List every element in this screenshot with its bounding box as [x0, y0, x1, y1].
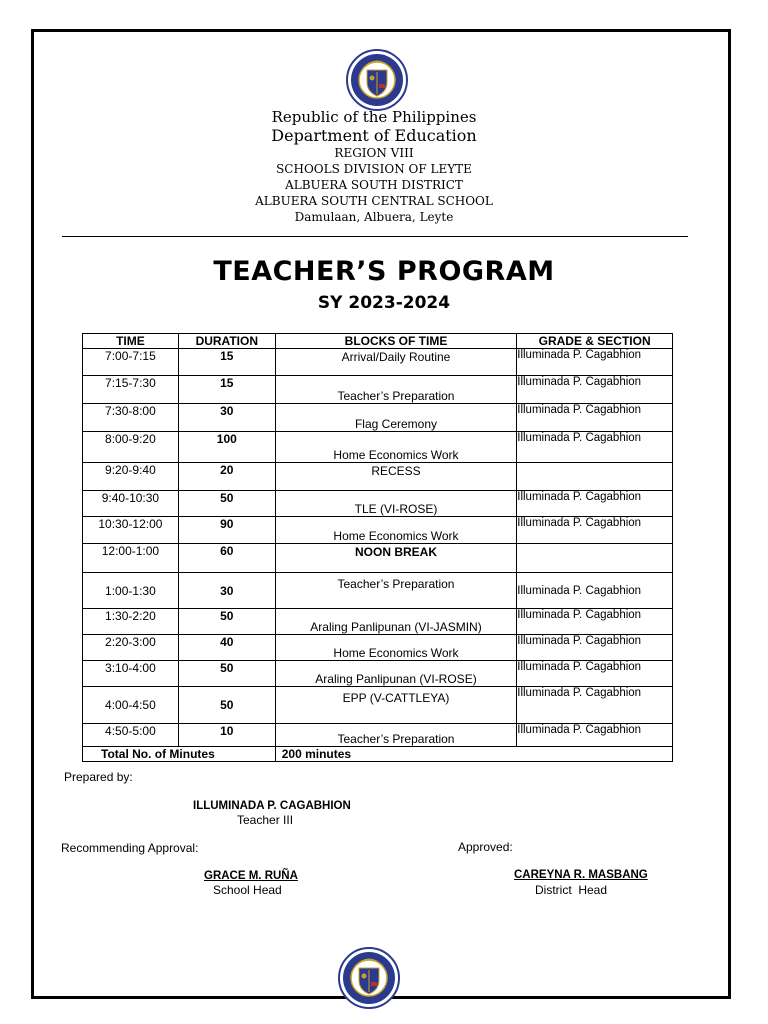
- cell-grade: Illuminada P. Cagabhion: [517, 661, 673, 687]
- cell-block: Home Economics Work: [275, 517, 517, 544]
- division-line: SCHOOLS DIVISION OF LEYTE: [276, 162, 472, 176]
- cell-time: 10:30-12:00: [83, 517, 179, 544]
- table-row: [83, 463, 673, 491]
- approved-label: Approved:: [458, 840, 513, 854]
- cell-grade: Illuminada P. Cagabhion: [517, 349, 673, 376]
- cell-block: Araling Panlipunan (VI-JASMIN): [275, 609, 517, 635]
- table-row: [83, 609, 673, 635]
- address-line: Damulaan, Albuera, Leyte: [294, 210, 454, 224]
- cell-time: 7:30-8:00: [83, 404, 179, 432]
- table-row: [83, 544, 673, 573]
- cell-duration: 90: [178, 517, 275, 544]
- cell-block: TLE (VI-ROSE): [275, 491, 517, 517]
- cell-block: NOON BREAK: [275, 544, 517, 573]
- cell-block: Teacher’s Preparation: [275, 376, 517, 404]
- page-title: TEACHER’S PROGRAM: [213, 256, 555, 287]
- header-blocks: BLOCKS OF TIME: [275, 334, 517, 349]
- republic-line: Republic of the Philippines: [271, 108, 477, 126]
- cell-grade: Illuminada P. Cagabhion: [517, 376, 673, 404]
- cell-block: EPP (V-CATTLEYA): [275, 687, 517, 724]
- table-row: [83, 661, 673, 687]
- deped-seal-top: [345, 48, 409, 112]
- cell-grade: Illuminada P. Cagabhion: [517, 609, 673, 635]
- total-value: 200 minutes: [275, 747, 672, 762]
- cell-block: Arrival/Daily Routine: [275, 349, 517, 376]
- cell-time: 12:00-1:00: [83, 544, 179, 573]
- table-row: [83, 517, 673, 544]
- table-row: [83, 724, 673, 747]
- approver-title: District Head: [535, 883, 608, 897]
- region-line: REGION VIII: [334, 146, 414, 160]
- recommending-approval-label: Recommending Approval:: [61, 841, 199, 855]
- table-row: [83, 432, 673, 463]
- table-row: [83, 404, 673, 432]
- cell-duration: 50: [178, 491, 275, 517]
- district-line: ALBUERA SOUTH DISTRICT: [285, 178, 463, 192]
- cell-duration: 40: [178, 635, 275, 661]
- department-line: Department of Education: [271, 126, 477, 145]
- cell-block: Teacher’s Preparation: [275, 573, 517, 609]
- cell-duration: 15: [178, 376, 275, 404]
- header-duration: DURATION: [178, 334, 275, 349]
- cell-grade: Illuminada P. Cagabhion: [517, 635, 673, 661]
- table-row: [83, 573, 673, 609]
- cell-duration: 20: [178, 463, 275, 491]
- cell-grade: Illuminada P. Cagabhion: [517, 724, 673, 747]
- table-row: [83, 687, 673, 724]
- cell-time: 9:20-9:40: [83, 463, 179, 491]
- table-row: [83, 376, 673, 404]
- cell-grade: Illuminada P. Cagabhion: [517, 404, 673, 432]
- cell-duration: 30: [178, 404, 275, 432]
- total-row: [83, 747, 673, 762]
- cell-time: 4:50-5:00: [83, 724, 179, 747]
- cell-grade: [517, 544, 673, 573]
- table-row: [83, 349, 673, 376]
- school-year: SY 2023-2024: [317, 293, 451, 313]
- header-grade: GRADE & SECTION: [517, 334, 673, 349]
- table-header-row: [83, 334, 673, 349]
- prepared-by-label: Prepared by:: [64, 770, 133, 784]
- cell-time: 1:00-1:30: [83, 573, 179, 609]
- cell-time: 2:20-3:00: [83, 635, 179, 661]
- cell-grade: Illuminada P. Cagabhion: [517, 573, 673, 609]
- cell-time: 9:40-10:30: [83, 491, 179, 517]
- preparer-name: ILLUMINADA P. CAGABHION: [193, 800, 351, 812]
- cell-time: 7:00-7:15: [83, 349, 179, 376]
- cell-duration: 50: [178, 687, 275, 724]
- school-line: ALBUERA SOUTH CENTRAL SCHOOL: [255, 194, 493, 208]
- cell-block: Home Economics Work: [275, 432, 517, 463]
- cell-block: Teacher’s Preparation: [275, 724, 517, 747]
- table-row: [83, 635, 673, 661]
- cell-duration: 60: [178, 544, 275, 573]
- cell-grade: Illuminada P. Cagabhion: [517, 687, 673, 724]
- recommender-title: School Head: [213, 883, 282, 897]
- cell-time: 7:15-7:30: [83, 376, 179, 404]
- cell-duration: 100: [178, 432, 275, 463]
- program-table: [82, 333, 673, 762]
- cell-time: 8:00-9:20: [83, 432, 179, 463]
- letterhead: [60, 108, 688, 225]
- table-row: [83, 491, 673, 517]
- cell-duration: 50: [178, 609, 275, 635]
- cell-duration: 50: [178, 661, 275, 687]
- cell-time: 4:00-4:50: [83, 687, 179, 724]
- cell-grade: Illuminada P. Cagabhion: [517, 517, 673, 544]
- cell-time: 1:30-2:20: [83, 609, 179, 635]
- cell-duration: 10: [178, 724, 275, 747]
- cell-grade: [517, 463, 673, 491]
- cell-block: Araling Panlipunan (VI-ROSE): [275, 661, 517, 687]
- cell-grade: Illuminada P. Cagabhion: [517, 491, 673, 517]
- cell-duration: 30: [178, 573, 275, 609]
- preparer-title: Teacher III: [237, 813, 294, 827]
- deped-seal-bottom: [337, 946, 401, 1010]
- cell-block: Flag Ceremony: [275, 404, 517, 432]
- approver-name: CAREYNA R. MASBANG: [514, 869, 648, 881]
- cell-time: 3:10-4:00: [83, 661, 179, 687]
- header-time: TIME: [83, 334, 179, 349]
- cell-grade: Illuminada P. Cagabhion: [517, 432, 673, 463]
- header-divider: [62, 236, 688, 237]
- cell-duration: 15: [178, 349, 275, 376]
- cell-block: RECESS: [275, 463, 517, 491]
- recommender-name: GRACE M. RUÑA: [204, 870, 298, 882]
- total-label: Total No. of Minutes: [83, 747, 276, 762]
- cell-block: Home Economics Work: [275, 635, 517, 661]
